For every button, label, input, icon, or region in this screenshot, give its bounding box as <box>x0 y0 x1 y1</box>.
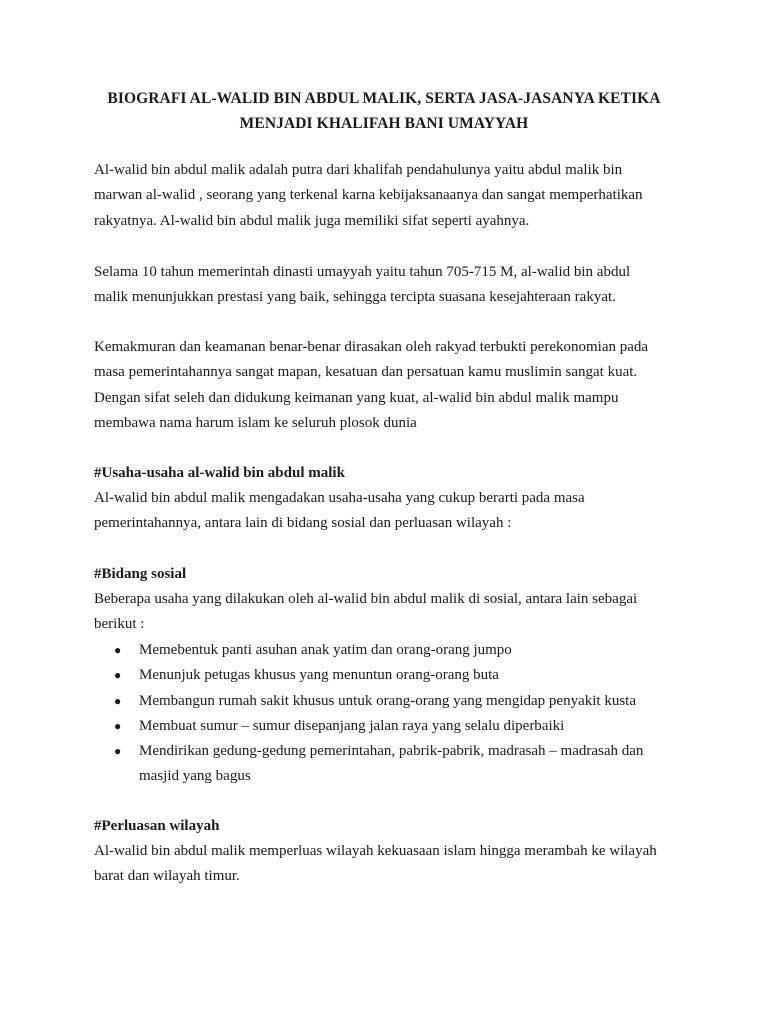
paragraph-sosial <box>94 587 694 638</box>
text-line: marwan al-walid , seorang yang terkenal karna kebijaksanaanya dan sangat memperhatikan <box>94 187 643 204</box>
section-heading-usaha: #Usaha-usaha al-walid bin abdul malik <box>94 465 345 481</box>
text-line: barat dan wilayah timur. <box>94 868 240 885</box>
title-line: BIOGRAFI AL-WALID BIN ABDUL MALIK, SERTA JASA-JASANYA KETIKA <box>107 90 661 107</box>
text-line: membawa nama harum islam ke seluruh plosok dunia <box>94 414 417 431</box>
text-line: Al-walid bin abdul malik adalah putra dari khalifah pendahulunya yaitu abdul malik bin <box>94 162 623 178</box>
paragraph-intro <box>94 158 694 234</box>
list-item-text: Menunjuk petugas khusus yang menuntun orang-orang buta <box>139 667 499 684</box>
list-item-text: Memebentuk panti asuhan anak yatim dan orang-orang jumpo <box>139 642 512 658</box>
list-item <box>94 689 694 714</box>
paragraph-prosperity <box>94 335 694 436</box>
text-line: Al-walid bin abdul malik memperluas wilayah kekuasaan islam hingga merambah ke wilayah <box>94 843 657 859</box>
social-efforts-list <box>94 638 694 790</box>
list-item <box>94 739 694 790</box>
list-item <box>94 638 694 663</box>
section-heading-wilayah: #Perluasan wilayah <box>94 818 220 834</box>
text-line: berikut : <box>94 616 145 633</box>
text-line: pemerintahannya, antara lain di bidang sosial dan perluasan wilayah : <box>94 515 512 532</box>
bullet-icon: ● <box>114 643 122 657</box>
bullet-icon: ● <box>114 668 122 683</box>
paragraph-usaha <box>94 486 694 537</box>
list-item-text: Membuat sumur – sumur disepanjang jalan raya yang selalu diperbaiki <box>139 717 565 734</box>
text-line: Kemakmuran dan keamanan benar-benar dirasakan oleh rakyad terbukti perekonomian pada <box>94 339 649 355</box>
bullet-icon: ● <box>114 718 122 733</box>
text-line: malik menunjukkan prestasi yang baik, sehingga tercipta suasana kesejahteraan rakyat. <box>94 289 616 306</box>
text-line: Beberapa usaha yang dilakukan oleh al-walid bin abdul malik di sosial, antara lain sebagai <box>94 591 638 607</box>
list-item-text: masjid yang bagus <box>139 768 251 785</box>
text-line: rakyatnya. Al-walid bin abdul malik juga memiliki sifat seperti ayahnya. <box>94 212 530 229</box>
list-item <box>94 663 694 688</box>
text-line: Al-walid bin abdul malik mengadakan usaha-usaha yang cukup berarti pada masa <box>94 490 585 506</box>
text-line: masa pemerintahannya sangat mapan, kesatuan dan persatuan kamu muslimin sangat kuat. <box>94 364 638 381</box>
section-heading-sosial: #Bidang sosial <box>94 566 187 582</box>
list-item-text: Mendirikan gedung-gedung pemerintahan, pabrik-pabrik, madrasah – madrasah dan <box>139 743 644 760</box>
bullet-icon: ● <box>114 693 122 708</box>
text-line: Dengan sifat seleh dan didukung keimanan yang kuat, al-walid bin abdul malik mampu <box>94 389 619 406</box>
paragraph-wilayah <box>94 839 694 890</box>
document-title <box>92 86 676 136</box>
paragraph-reign <box>94 260 694 311</box>
list-item <box>94 714 694 739</box>
list-item-text: Membangun rumah sakit khusus untuk orang-orang yang mengidap penyakit kusta <box>139 692 636 709</box>
bullet-icon: ● <box>114 744 122 759</box>
title-line: MENJADI KHALIFAH BANI UMAYYAH <box>239 115 529 132</box>
text-line: Selama 10 tahun memerintah dinasti umayyah yaitu tahun 705-715 M, al-walid bin abdul <box>94 264 631 280</box>
